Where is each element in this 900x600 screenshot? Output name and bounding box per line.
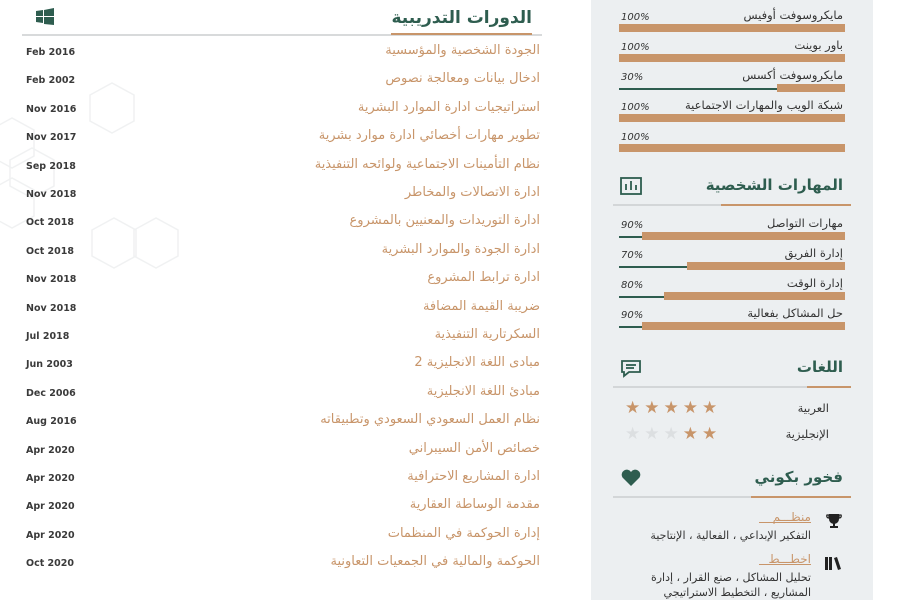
skill-bar	[619, 322, 845, 330]
skill-item	[619, 98, 845, 128]
language-name: العربية	[797, 401, 829, 415]
course-row	[22, 125, 542, 153]
skill-bar	[619, 54, 845, 62]
course-row	[22, 154, 542, 182]
courses-header	[22, 2, 542, 36]
course-date: Sep 2018	[26, 160, 76, 172]
skill-percent: 100%	[621, 132, 650, 143]
languages-underline	[807, 386, 851, 388]
course-name: مقدمة الوساطة العقارية	[409, 497, 540, 513]
skill-bar	[619, 262, 845, 270]
pride-item-title-underline	[759, 522, 811, 523]
skill-item	[619, 306, 845, 336]
skill-bar-baseline	[619, 236, 644, 238]
star-icon: ★	[644, 398, 664, 418]
course-name: خصائص الأمن السيبراني	[408, 440, 540, 456]
star-icon: ★	[682, 424, 702, 444]
course-date: Apr 2020	[26, 529, 75, 541]
course-name: ادارة التوريدات والمعنيين بالمشروع	[349, 213, 540, 229]
skill-bar-fill	[777, 84, 845, 92]
skill-bar	[619, 144, 845, 152]
skill-item	[619, 216, 845, 246]
skill-item	[619, 246, 845, 276]
course-name: ادارة ترابط المشروع	[427, 270, 540, 286]
skill-bar-baseline	[619, 326, 644, 328]
heart-icon	[619, 467, 643, 489]
skill-percent: 90%	[621, 220, 644, 231]
star-icon: ★	[663, 398, 683, 418]
pride-item-title-underline	[759, 564, 811, 565]
personal-skills-title: المهارات الشخصية	[705, 176, 843, 194]
language-row	[621, 398, 841, 422]
pride-item-title: منظـــم	[772, 510, 811, 524]
star-icon: ★	[625, 398, 645, 418]
skill-percent: 100%	[621, 42, 650, 53]
course-name: مبادى اللغة الانجليزية 2	[414, 355, 540, 371]
course-name: استراتيجيات ادارة الموارد البشرية	[357, 99, 540, 115]
course-date: Apr 2020	[26, 501, 75, 513]
personal-skills-underline	[721, 204, 851, 206]
star-icon: ★	[702, 424, 722, 444]
course-date: Oct 2018	[26, 217, 74, 229]
skill-name: باور بوينت	[794, 38, 843, 52]
pride-underline	[751, 496, 851, 498]
skill-name: إدارة الفريق	[784, 246, 843, 260]
course-name: مبادئ اللغة الانجليزية	[426, 383, 540, 399]
skill-bar-fill	[619, 24, 845, 32]
course-date: Dec 2006	[26, 387, 76, 399]
pride-item-text: التفكير الإبداعي ، الفعالية ، الإنتاجية	[650, 529, 811, 542]
course-name: السكرتارية التنفيذية	[434, 327, 540, 342]
course-date: Jun 2003	[26, 359, 73, 371]
star-icon: ★	[663, 424, 683, 444]
course-date: Nov 2018	[26, 302, 77, 314]
course-row	[22, 267, 542, 295]
languages-title: اللغات	[796, 358, 843, 376]
trophy-icon	[823, 512, 845, 530]
course-name: الحوكمة والمالية في الجمعيات التعاونية	[330, 554, 540, 570]
skills-chart-icon	[619, 175, 643, 197]
skill-bar	[619, 24, 845, 32]
course-row	[22, 296, 542, 324]
rating-stars	[625, 424, 721, 444]
star-icon: ★	[644, 424, 664, 444]
course-row	[22, 40, 542, 68]
course-row	[22, 381, 542, 409]
course-name: ضريبة القيمة المضافة	[422, 298, 540, 314]
skill-name: شبكة الويب والمهارات الاجتماعية	[685, 98, 843, 112]
skill-bar-fill	[642, 232, 845, 240]
skill-percent: 80%	[621, 280, 644, 291]
course-row	[22, 239, 542, 267]
course-date: Nov 2017	[26, 132, 77, 144]
skill-bar-fill	[619, 144, 845, 152]
course-date: Oct 2018	[26, 245, 74, 257]
course-date: Nov 2018	[26, 274, 77, 286]
course-row	[22, 210, 542, 238]
personal-skills-header	[613, 170, 851, 206]
course-name: إدارة الحوكمة في المنظمات	[387, 525, 540, 541]
skill-bar-baseline	[619, 88, 779, 90]
pride-header	[613, 462, 851, 498]
course-row	[22, 182, 542, 210]
course-name: ادارة الجودة والموارد البشرية	[381, 241, 540, 257]
languages-header	[613, 352, 851, 388]
skill-bar	[619, 232, 845, 240]
rating-stars	[625, 398, 721, 418]
skill-percent: 100%	[621, 102, 650, 113]
skill-item	[619, 68, 845, 98]
star-icon: ★	[682, 398, 702, 418]
skill-name: مايكروسوفت أوفيس	[743, 8, 843, 22]
course-row	[22, 352, 542, 380]
speech-bubble-icon	[619, 357, 643, 379]
course-row	[22, 409, 542, 437]
course-name: تطوير مهارات أخصائي ادارة موارد بشرية	[318, 128, 540, 144]
course-name: نظام التأمينات الاجتماعية ولوائحه التنفيذية	[314, 156, 540, 172]
pride-title: فخور بكوني	[754, 468, 843, 486]
skill-bar-fill	[619, 114, 845, 122]
skill-percent: 90%	[621, 310, 644, 321]
course-date: Nov 2016	[26, 103, 77, 115]
skill-bar-baseline	[619, 266, 689, 268]
course-date: Apr 2020	[26, 473, 75, 484]
skill-bar	[619, 84, 845, 92]
skill-bar-fill	[664, 292, 845, 300]
courses-title: الدورات التدريبية	[391, 8, 532, 28]
course-name: الجودة الشخصية والمؤسسية	[385, 43, 540, 58]
pride-item-title: اخطـــط	[768, 552, 811, 566]
skill-item	[619, 276, 845, 306]
language-row	[621, 424, 841, 448]
language-name: الإنجليزية	[785, 427, 829, 441]
course-row	[22, 438, 542, 466]
skill-name: مايكروسوفت أكسس	[742, 68, 843, 82]
course-name: ادخال بيانات ومعالجة نصوص	[385, 71, 540, 87]
course-row	[22, 68, 542, 96]
course-date: Feb 2016	[26, 47, 76, 58]
skill-name: مهارات التواصل	[767, 216, 843, 230]
skill-bar-fill	[619, 54, 845, 62]
course-date: Feb 2002	[26, 75, 76, 87]
course-row	[22, 97, 542, 125]
skill-name: حل المشاكل بفعالية	[747, 306, 843, 320]
books-icon	[823, 554, 845, 572]
skill-item	[619, 38, 845, 68]
skill-item	[619, 128, 845, 158]
skill-item	[619, 8, 845, 38]
skill-percent: 30%	[621, 72, 644, 83]
course-name: ادارة المشاريع الاحترافية	[407, 469, 540, 484]
course-row	[22, 551, 542, 579]
star-icon: ★	[702, 398, 722, 418]
course-date: Aug 2016	[26, 416, 77, 428]
course-date: Nov 2018	[26, 189, 77, 200]
skill-bar	[619, 292, 845, 300]
skill-bar-fill	[687, 262, 845, 270]
course-row	[22, 324, 542, 352]
skill-bar-baseline	[619, 296, 666, 298]
skill-percent: 70%	[621, 250, 644, 261]
skill-percent: 100%	[621, 12, 650, 23]
skill-bar	[619, 114, 845, 122]
skill-name: إدارة الوقت	[786, 276, 843, 290]
star-icon: ★	[625, 424, 645, 444]
course-row	[22, 494, 542, 522]
course-row	[22, 466, 542, 494]
pride-item-text: تحليل المشاكل ، صنع القرار ، إدارة المشاريع ، التخطيط الاستراتيجي	[650, 571, 811, 599]
course-date: Apr 2020	[26, 444, 75, 456]
windows-logo-icon	[34, 7, 56, 27]
course-name: ادارة الاتصالات والمخاطر	[404, 185, 540, 200]
course-date: Oct 2020	[26, 558, 74, 570]
skill-bar-fill	[642, 322, 845, 330]
course-row	[22, 523, 542, 551]
sidebar	[591, 0, 873, 600]
course-name: نظام العمل السعودي السعودي وتطبيقاته	[320, 412, 540, 428]
course-date: Jul 2018	[26, 331, 70, 342]
